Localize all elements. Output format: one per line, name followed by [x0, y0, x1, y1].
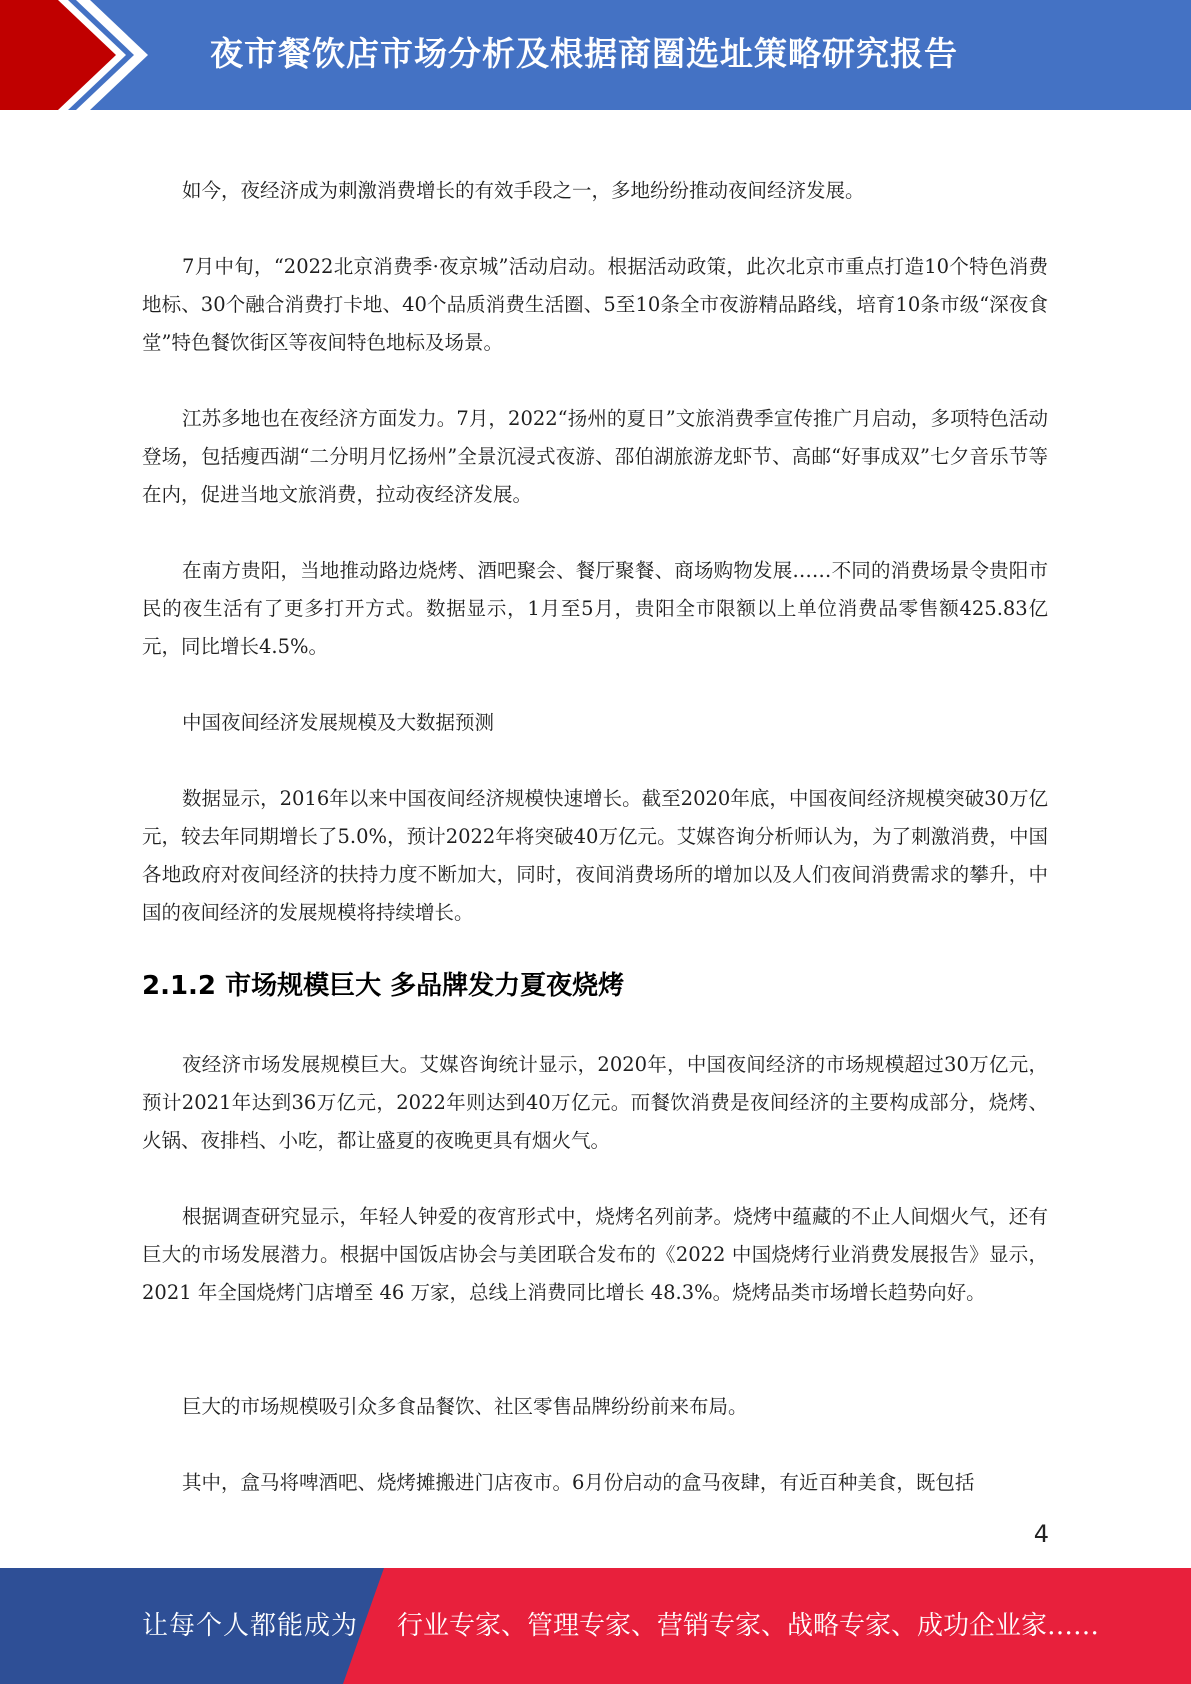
paragraph: 如今，夜经济成为刺激消费增长的有效手段之一，多地纷纷推动夜间经济发展。 — [182, 179, 865, 202]
paragraph: 江苏多地也在夜经济方面发力。7月，2022“扬州的夏日”文旅消费季宣传推广月启动，多项特色活动登场，包括瘦西湖“二分明月忆扬州”全景沉浸式夜游、邵伯湖旅游龙虾节、高邮“好事成双”七夕音乐节等在内，促进当地文旅消费，拉动夜经济发展。 — [142, 407, 1048, 506]
document-title: 夜市餐饮店市场分析及根据商圈选址策略研究报告 — [210, 34, 958, 73]
paragraph: 在南方贵阳，当地推动路边烧烤、酒吧聚会、餐厅聚餐、商场购物发展……不同的消费场景令贵阳市民的夜生活有了更多打开方式。数据显示，1月至5月，贵阳全市限额以上单位消费品零售额425.83亿元，同比增长4.5%。 — [142, 559, 1048, 658]
page-header — [0, 0, 1191, 110]
page-number: 4 — [1033, 1520, 1049, 1548]
section-heading: 2.1.2 市场规模巨大 多品牌发力夏夜烧烤 — [142, 971, 625, 1001]
header-chevron-decoration — [0, 0, 150, 110]
subheading-paragraph: 中国夜间经济发展规模及大数据预测 — [182, 711, 495, 734]
paragraph: 数据显示，2016年以来中国夜间经济规模快速增长。截至2020年底，中国夜间经济规模突破30万亿元，较去年同期增长了5.0%，预计2022年将突破40万亿元。艾媒咨询分析师认为，为了刺激消费，中国各地政府对夜间经济的扶持力度不断加大，同时，夜间消费场所的增加以及人们夜间消费需求的攀升，中国的夜间经济的发展规模将持续增长。 — [142, 787, 1048, 924]
footer-slogan-right: 行业专家、管理专家、营销专家、战略专家、成功企业家…… — [397, 1611, 1100, 1641]
paragraph: 其中，盒马将啤酒吧、烧烤摊搬进门店夜市。6月份启动的盒马夜肆，有近百种美食，既包括 — [182, 1471, 975, 1494]
footer-slogan-left: 让每个人都能成为 — [142, 1611, 359, 1641]
paragraph: 根据调查研究显示，年轻人钟爱的夜宵形式中，烧烤名列前茅。烧烤中蕴藏的不止人间烟火气，还有巨大的市场发展潜力。根据中国饭店协会与美团联合发布的《2022 中国烧烤行业消费发展报告》显示，2021 年全国烧烤门店增至 46 万家，总线上消费同比增长 48.3%。烧烤品类市场增长趋势向好。 — [142, 1205, 1048, 1304]
paragraph: 巨大的市场规模吸引众多食品餐饮、社区零售品牌纷纷前来布局。 — [182, 1395, 748, 1418]
page-footer — [0, 1568, 1191, 1684]
paragraph: 7月中旬，“2022北京消费季·夜京城”活动启动。根据活动政策，此次北京市重点打造10个特色消费地标、30个融合消费打卡地、40个品质消费生活圈、5至10条全市夜游精品路线，培育10条市级“深夜食堂”特色餐饮街区等夜间特色地标及场景。 — [142, 255, 1048, 354]
paragraph: 夜经济市场发展规模巨大。艾媒咨询统计显示，2020年，中国夜间经济的市场规模超过30万亿元，预计2021年达到36万亿元，2022年则达到40万亿元。而餐饮消费是夜间经济的主要构成部分，烧烤、火锅、夜排档、小吃，都让盛夏的夜晚更具有烟火气。 — [142, 1053, 1048, 1152]
